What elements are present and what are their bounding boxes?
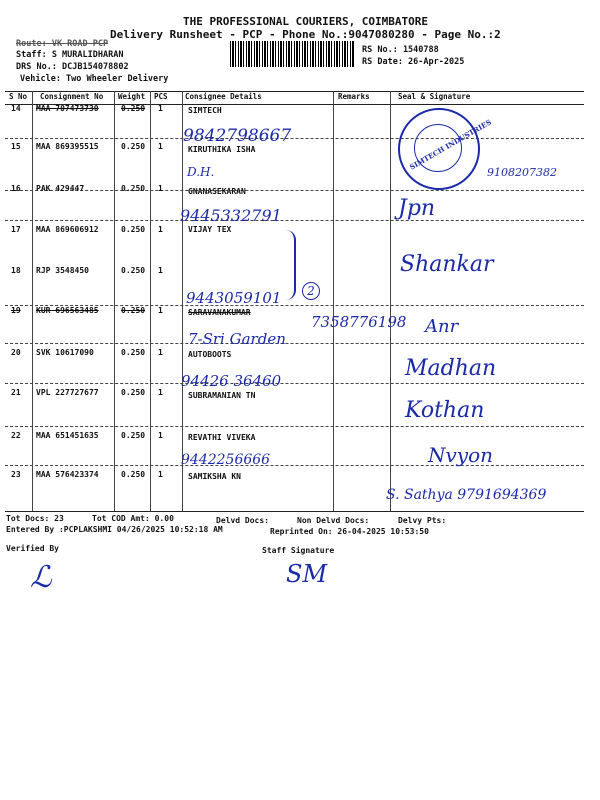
consignment-number: KUR 696563485 [36, 306, 99, 315]
handwritten-note: D.H. [187, 165, 215, 179]
drs-number: DRS No.: DCJB154078802 [16, 62, 129, 72]
row-sno: 16 [11, 184, 21, 193]
col-consignee: Consignee Details [185, 92, 262, 101]
route-label: Route: VK ROAD PCP [16, 39, 109, 49]
rs-number: RS No.: 1540788 [362, 45, 439, 55]
handwritten-address: 7-Sri Garden [188, 330, 286, 348]
consignee-name: KIRUTHIKA ISHA [188, 145, 256, 154]
consignee-name: SAMIKSHA KN [188, 472, 241, 481]
weight: 0.250 [121, 142, 146, 151]
col-seal-signature: Seal & Signature [398, 92, 471, 101]
pcs: 1 [158, 348, 163, 357]
pcs: 1 [158, 184, 163, 193]
barcode [230, 41, 354, 67]
company-name: THE PROFESSIONAL COURIERS, COIMBATORE [183, 15, 429, 28]
handwritten-signature: S. Sathya 9791694369 [386, 487, 547, 503]
consignment-number: MAA 869395515 [36, 142, 99, 151]
total-cod-amount: Tot COD Amt: 0.00 [92, 514, 174, 523]
col-weight: Weight [118, 92, 146, 101]
row-sno: 20 [11, 348, 21, 357]
table-row [5, 184, 584, 221]
pcs: 1 [158, 142, 163, 151]
table-row [5, 138, 584, 191]
handwritten-signature: Kothan [405, 398, 485, 423]
weight: 0.250 [121, 348, 146, 357]
pcs: 1 [158, 470, 163, 479]
staff-signature-mark: SM [286, 560, 328, 588]
consignment-number: MAA 576423374 [36, 470, 99, 479]
consignment-number: MAA 707473730 [36, 104, 99, 113]
table-row [5, 305, 584, 344]
table-row [5, 383, 584, 427]
weight: 0.250 [121, 225, 146, 234]
weight: 0.250 [121, 306, 146, 315]
handwritten-phone: 9442256666 [181, 452, 271, 468]
row-sno: 21 [11, 388, 21, 397]
handwritten-signature: Madhan [405, 356, 497, 381]
row-sno: 22 [11, 431, 21, 440]
consignee-name: AUTOBOOTS [188, 350, 232, 359]
company-stamp [398, 108, 493, 190]
consignee-name: VIJAY TEX [188, 225, 232, 234]
pcs: 1 [158, 431, 163, 440]
consignment-number: SVK 10617090 [36, 348, 94, 357]
handwritten-bracket [286, 230, 296, 300]
weight: 0.250 [121, 184, 146, 193]
consignee-name: SUBRAMANIAN TN [188, 391, 256, 400]
entered-by: Entered By :PCPLAKSHMI 04/26/2025 10:52:18 AM [6, 525, 223, 534]
weight: 0.250 [121, 388, 146, 397]
row-sno: 23 [11, 470, 21, 479]
col-sno: S No [9, 92, 28, 101]
handwritten-circled-number: 2 [302, 282, 320, 300]
handwritten-phone: 94426 36460 [181, 372, 282, 390]
staff-signature-label: Staff Signature [262, 546, 335, 555]
pcs: 1 [158, 388, 163, 397]
consignment-number: MAA 651451635 [36, 431, 99, 440]
col-remarks: Remarks [338, 92, 370, 101]
handwritten-phone: 9445332791 [180, 206, 282, 225]
reprinted-on: Reprinted On: 26-04-2025 10:53:50 [270, 527, 429, 536]
staff-label: Staff: S MURALIDHARAN [16, 50, 124, 60]
row-sno: 17 [11, 225, 21, 234]
handwritten-signature: Shankar [400, 252, 494, 277]
weight: 0.250 [121, 431, 146, 440]
total-docs: Tot Docs: 23 [6, 514, 64, 523]
consignee-name: GNANASEKARAN [188, 187, 246, 196]
handwritten-signature: Anr [425, 316, 459, 337]
col-pcs: PCS [154, 92, 168, 101]
handwritten-signature: Nvyon [428, 443, 494, 467]
pcs: 1 [158, 104, 163, 113]
consignment-number: PAK 429447 [36, 184, 85, 193]
rs-date: RS Date: 26-Apr-2025 [362, 57, 465, 67]
delivered-docs: Delvd Docs: [216, 516, 269, 525]
consignee-name: REVATHI VIVEKA [188, 433, 256, 442]
vehicle-label: Vehicle: Two Wheeler Delivery [20, 74, 169, 84]
table-row [5, 103, 584, 139]
runsheet-title: Delivery Runsheet - PCP - Phone No.:9047080280 - Page No.:2 [110, 28, 501, 41]
col-consignment: Consignment No [40, 92, 104, 101]
row-sno: 15 [11, 142, 21, 151]
verified-signature: ℒ [30, 560, 52, 595]
pcs: 1 [158, 225, 163, 234]
weight: 0.250 [121, 266, 146, 275]
row-sno: 19 [11, 306, 21, 315]
stamp-text: SIMTECH INDUSTRIES [407, 117, 493, 172]
consignment-number: VPL 227727677 [36, 388, 99, 397]
verified-by-label: Verified By [6, 544, 59, 553]
consignee-name: SIMTECH [188, 106, 222, 115]
consignment-number: MAA 869606912 [36, 225, 99, 234]
handwritten-signature: 9108207382 [487, 166, 557, 179]
delivery-points: Delvy Pts: [398, 516, 447, 525]
consignee-name: SARAVANAKUMAR [188, 308, 251, 317]
pcs: 1 [158, 306, 163, 315]
non-delivered-docs: Non Delvd Docs: [297, 516, 370, 525]
row-sno: 14 [11, 104, 21, 113]
consignment-number: RJP 3548450 [36, 266, 89, 275]
handwritten-phone: 9842798667 [183, 126, 292, 146]
weight: 0.250 [121, 104, 146, 113]
pcs: 1 [158, 266, 163, 275]
weight: 0.250 [121, 470, 146, 479]
handwritten-phone: 9443059101 [186, 289, 282, 307]
table-row [5, 426, 584, 466]
handwritten-phone: 7358776198 [311, 313, 407, 331]
table-row [5, 343, 584, 384]
handwritten-signature: Jpn [398, 196, 436, 221]
row-sno: 18 [11, 266, 21, 275]
